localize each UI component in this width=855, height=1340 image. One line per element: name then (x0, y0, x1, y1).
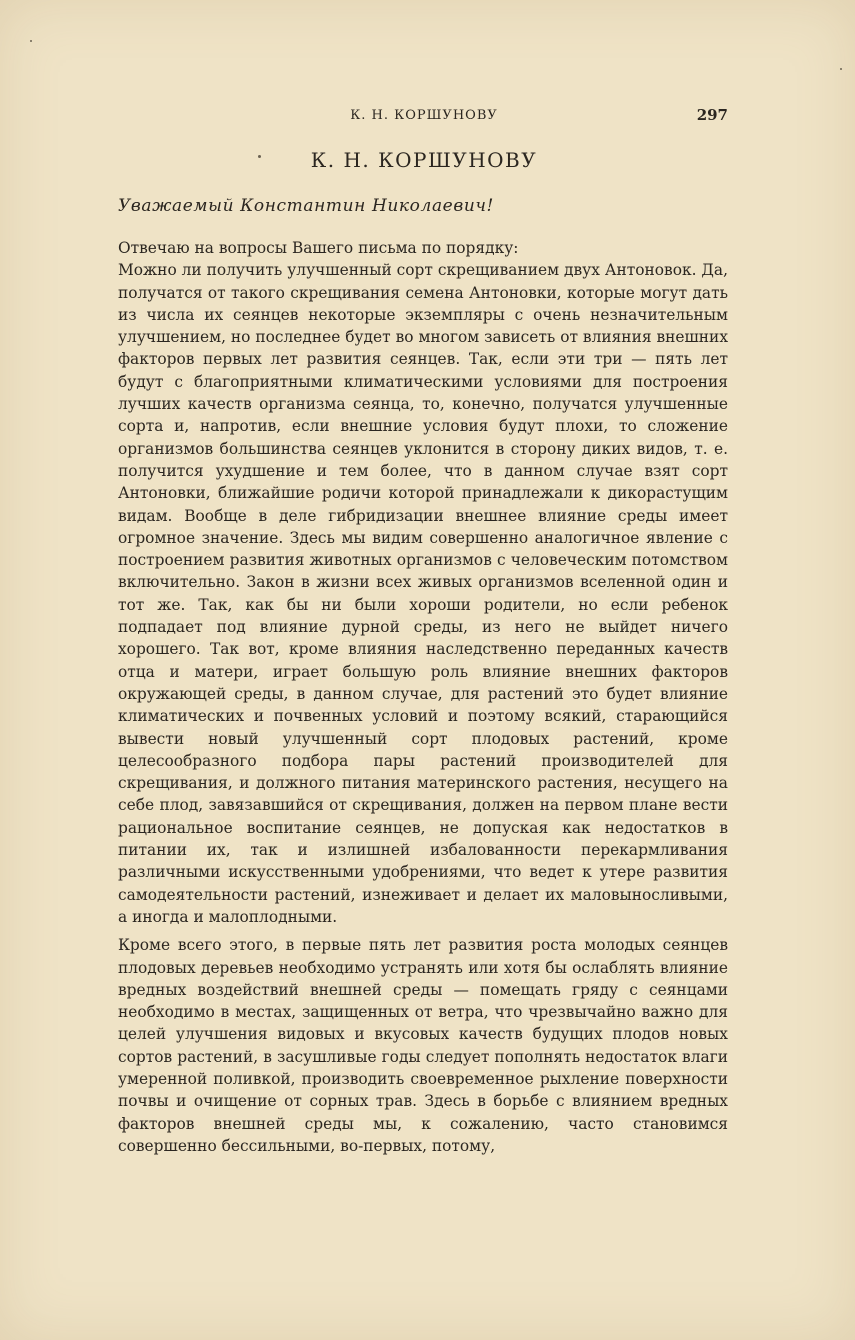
running-head (118, 106, 730, 126)
print-speck (30, 40, 32, 42)
letter-body (118, 237, 728, 1157)
paragraph-intro: Отвечаю на вопросы Вашего письма по порядку: (118, 239, 519, 257)
running-head-title: К. Н. КОРШУНОВУ (350, 108, 498, 123)
paragraph-second: Кроме всего этого, в первые пять лет развития роста молодых сеянцев плодовых деревьев необходимо устранять или хотя бы ослаблять влияние вредных воздействий внешней среды — помещать гряду с сеянцами необходимо в местах, защищенных от ветра, что чрезвычайно важно для целей улучшения видовых и вкусовых качеств будущих плодов новых сортов растений, в засушливые годы следует пополнять недостаток влаги умеренной поливкой, производить своевременное рыхление поверхности почвы и очищение от сорных трав. Здесь в борьбе с влиянием вредных факторов внешней среды мы, к сожалению, часто становимся совершенно бессильными, во-первых, потому, (118, 936, 728, 1155)
print-speck (840, 68, 842, 70)
salutation: Уважаемый Константин Николаевич! (118, 196, 494, 216)
article-title: К. Н. КОРШУНОВУ (310, 148, 538, 172)
page-number: 297 (696, 106, 728, 124)
print-speck (258, 155, 261, 158)
paragraph-main: Можно ли получить улучшенный сорт скрещиванием двух Антоновок. Да, получатся от такого скрещивания семена Антоновки, которые могут дать из числа их сеянцев некоторые экземпляры с очень незначительным улучшением, но последнее будет во многом зависеть от влияния внешних факторов первых лет развития сеянцев. Так, если эти три — пять лет будут с благоприятными климатическими условиями для построения лучших качеств организма сеянца, то, конечно, получатся улучшенные сорта и, напротив, если внешние условия будут плохи, то сложение организмов большинства сеянцев уклонится в сторону диких видов, т. е. получится ухудшение и тем более, что в данном случае взят сорт Антоновки, ближайшие родичи которой принадлежали к дикорастущим видам. Вообще в деле гибридизации внешнее влияние среды имеет огромное значение. Здесь мы видим совершенно аналогичное явление с построением развития животных организмов с человеческим потомством включительно. Закон в жизни всех живых организмов вселенной один и тот же. Так, как бы ни были хороши родители, но если ребенок подпадает под влияние дурной среды, из него не выйдет ничего хорошего. Так вот, кроме влияния наследственно переданных качеств отца и матери, играет большую роль влияние внешних факторов окружающей среды, в данном случае, для растений это будет влияние климатических и почвенных условий и поэтому всякий, старающийся вывести новый улучшенный сорт плодовых растений, кроме целесообразного подбора пары растений производителей для скрещивания, и должного питания материнского растения, несущего на себе плод, завязавшийся от скрещивания, должен на первом плане вести рациональное воспитание сеянцев, не допуская как недостатков в питании их, так и излишней избалованности перекармливания различными искусственными удобрениями, что ведет к утере развития самодеятельности растений, изнеживает и делает их маловыносливыми, а иногда и малоплодными. (118, 261, 728, 926)
